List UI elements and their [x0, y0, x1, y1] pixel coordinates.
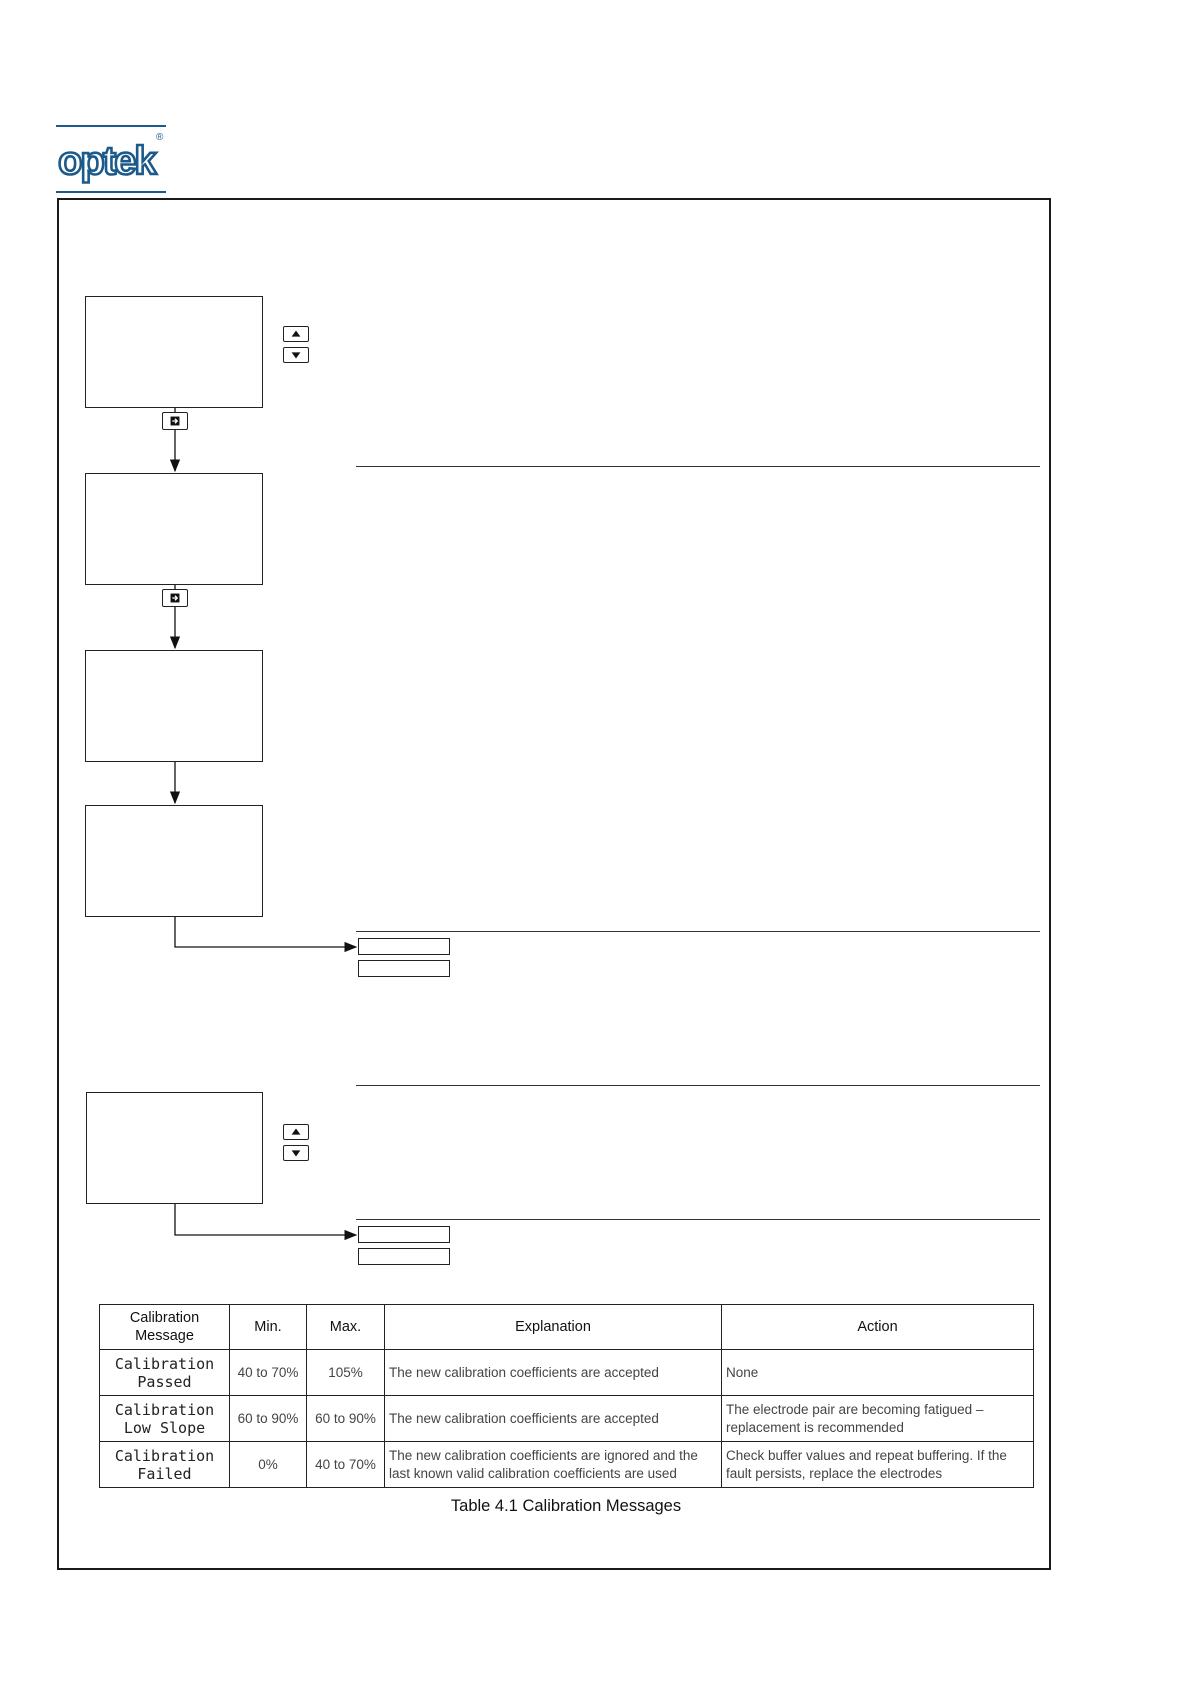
up-arrow-key-icon	[283, 1124, 309, 1140]
option-box	[358, 1226, 450, 1243]
enter-key-icon	[162, 589, 188, 607]
table-row	[100, 1396, 1034, 1442]
svg-text:optek: optek	[58, 139, 155, 183]
calibration-messages-table	[99, 1304, 1034, 1488]
display-screen-4	[85, 805, 263, 917]
down-arrow-key-icon	[283, 347, 309, 363]
cell-message: Calibration Failed	[100, 1442, 230, 1488]
section-divider	[356, 931, 1040, 932]
table-caption: Table 4.1 Calibration Messages	[450, 1497, 682, 1515]
svg-text:®: ®	[156, 132, 164, 143]
cell-explanation: The new calibration coefficients are accepted	[385, 1396, 722, 1442]
header-min: Min.	[230, 1305, 307, 1350]
header-max: Max.	[307, 1305, 385, 1350]
optek-logo	[56, 124, 168, 194]
cell-message: Calibration Passed	[100, 1350, 230, 1396]
section-divider	[356, 466, 1040, 467]
cell-message: Calibration Low Slope	[100, 1396, 230, 1442]
section-divider	[356, 1085, 1040, 1086]
cell-max: 40 to 70%	[307, 1442, 385, 1488]
section-divider	[356, 1219, 1040, 1220]
cell-action: None	[722, 1350, 1034, 1396]
cell-min: 40 to 70%	[230, 1350, 307, 1396]
display-screen-2	[85, 473, 263, 585]
cell-action: Check buffer values and repeat buffering. If the fault persists, replace the electrodes	[722, 1442, 1034, 1488]
cell-max: 105%	[307, 1350, 385, 1396]
option-box	[358, 1248, 450, 1265]
table-row	[100, 1350, 1034, 1396]
up-arrow-key-icon	[283, 326, 309, 342]
cell-explanation: The new calibration coefficients are accepted	[385, 1350, 722, 1396]
down-arrow-key-icon	[283, 1145, 309, 1161]
header-explanation: Explanation	[385, 1305, 722, 1350]
option-box	[358, 960, 450, 977]
display-screen-1	[85, 296, 263, 408]
table-header-row	[100, 1305, 1034, 1350]
cell-min: 60 to 90%	[230, 1396, 307, 1442]
header-action: Action	[722, 1305, 1034, 1350]
option-box	[358, 938, 450, 955]
display-screen-5	[86, 1092, 263, 1204]
cell-min: 0%	[230, 1442, 307, 1488]
header-calibration-message: Calibration Message	[100, 1305, 230, 1350]
display-screen-3	[85, 650, 263, 762]
cell-action: The electrode pair are becoming fatigued – replacement is recommended	[722, 1396, 1034, 1442]
table-row	[100, 1442, 1034, 1488]
cell-max: 60 to 90%	[307, 1396, 385, 1442]
enter-key-icon	[162, 412, 188, 430]
cell-explanation: The new calibration coefficients are ignored and the last known valid calibration coefficients are used	[385, 1442, 722, 1488]
